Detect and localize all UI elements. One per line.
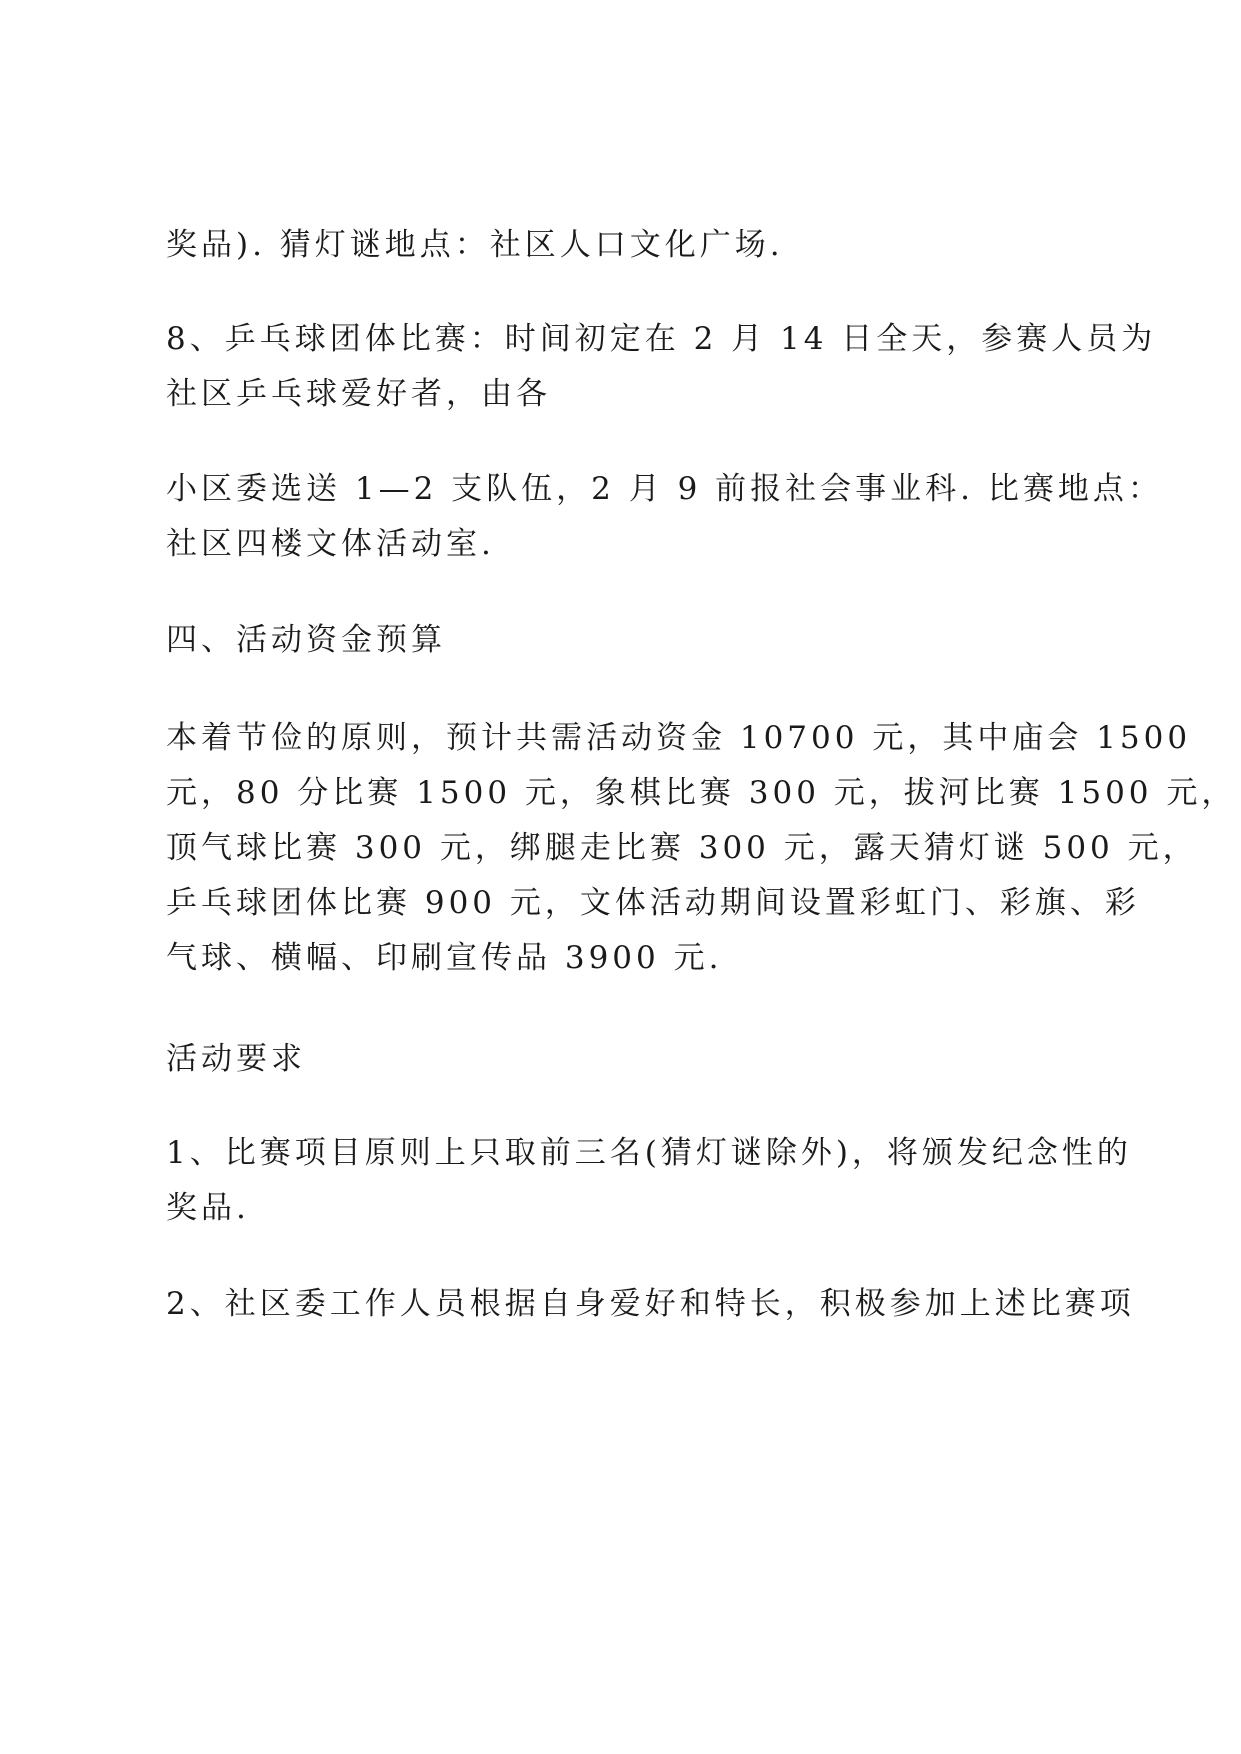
text-line: 气球、横幅、印刷宣传品 3900 元. [166,940,723,976]
section-heading-requirements [166,1032,1096,1087]
text-line: 活动要求 [166,1041,306,1077]
text-line: 顶气球比赛 300 元，绑腿走比赛 300 元，露天猜灯谜 500 元， [166,830,1198,866]
paragraph-requirement-2 [166,1277,1135,1332]
paragraph-table-tennis [166,312,1157,422]
paragraph-lantern-riddle-location [166,218,1096,273]
paragraph-budget-details [166,711,1237,986]
text-line: 小区委选送 1—2 支队伍，2 月 9 前报社会事业科. 比赛地点： [166,471,1163,507]
text-line: 奖品. [166,1190,250,1226]
text-line: 2、社区委工作人员根据自身爱好和特长，积极参加上述比赛项 [166,1286,1135,1322]
text-line: 本着节俭的原则，预计共需活动资金 10700 元，其中庙会 1500 [166,720,1192,756]
text-line: 奖品). 猜灯谜地点：社区人口文化广场. [166,227,784,263]
paragraph-team-selection [166,462,1163,572]
section-heading-budget [166,613,1096,668]
text-line: 社区乒乓球爱好者，由各 [166,376,551,412]
text-line: 元，80 分比赛 1500 元，象棋比赛 300 元，拔河比赛 1500 元， [166,775,1237,811]
text-line: 1、比赛项目原则上只取前三名(猜灯谜除外)，将颁发纪念性的 [166,1135,1132,1171]
text-line: 乒乓球团体比赛 900 元，文体活动期间设置彩虹门、彩旗、彩 [166,885,1140,921]
text-line: 8、乒乓球团体比赛：时间初定在 2 月 14 日全天，参赛人员为 [166,321,1157,357]
text-line: 社区四楼文体活动室. [166,526,495,562]
text-line: 四、活动资金预算 [166,622,446,658]
paragraph-requirement-1 [166,1126,1132,1236]
